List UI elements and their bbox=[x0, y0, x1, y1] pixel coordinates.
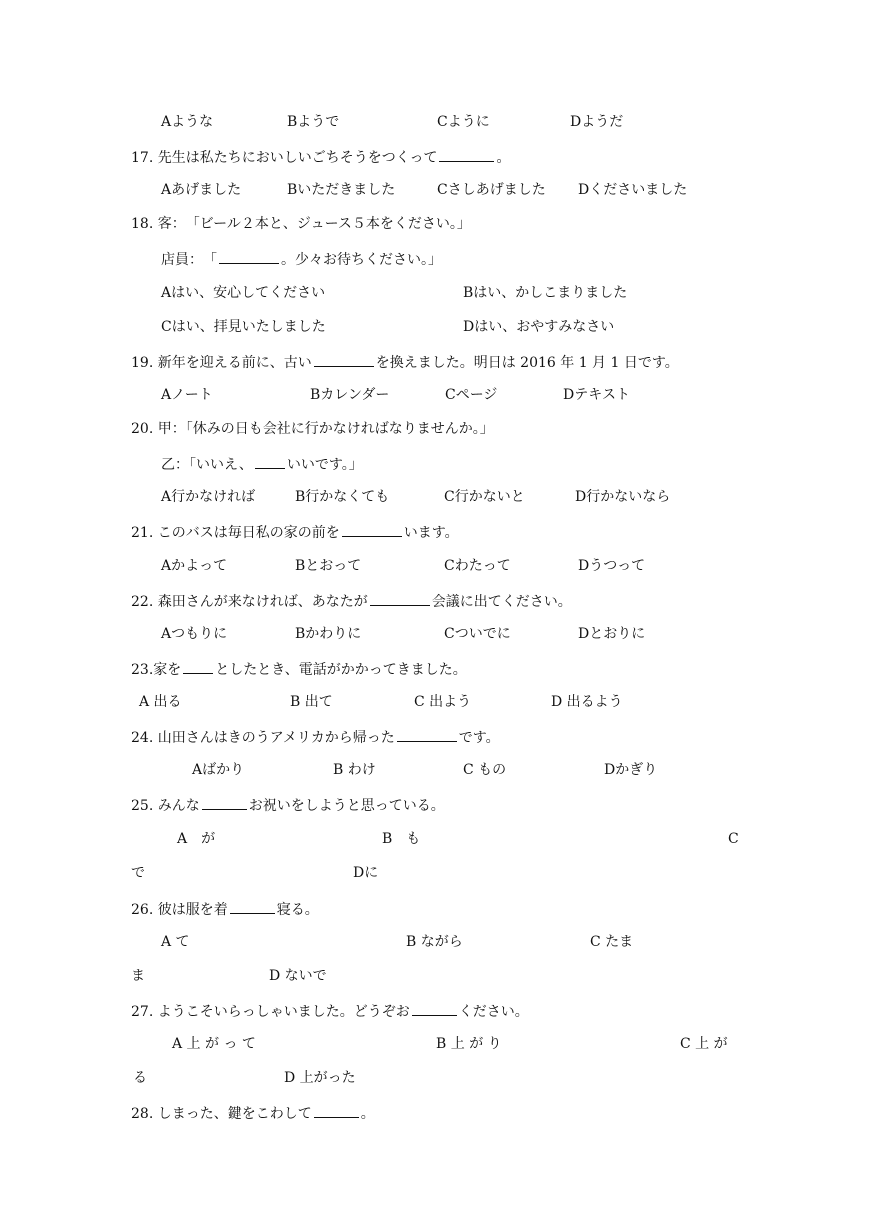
q26-number: 26. bbox=[131, 902, 154, 918]
q26-text-before: 彼は服を着 bbox=[157, 902, 228, 918]
q25-option-a: A が bbox=[177, 831, 216, 847]
q17-blank bbox=[439, 147, 494, 162]
q19-option-a: Aノート bbox=[161, 387, 213, 403]
q18-option-b: Bはい、かしこまりました bbox=[463, 285, 628, 301]
q17-option-d: Dくださいました bbox=[578, 182, 688, 198]
q27-number: 27. bbox=[131, 1004, 154, 1020]
q19-stem bbox=[131, 352, 679, 372]
q25-option-c-text: で bbox=[131, 865, 145, 881]
q25-blank bbox=[202, 795, 247, 810]
q20-line1: 甲：「休みの日も会社に行かなければなりませんか。」 bbox=[157, 421, 494, 437]
q21-option-d: Dうつって bbox=[578, 558, 646, 574]
q25-option-d: Dに bbox=[353, 865, 379, 881]
q23-option-b: B 出て bbox=[290, 694, 333, 710]
q18-option-c: Cはい、拝見いたしました bbox=[161, 319, 326, 335]
q27-option-c: C 上 が bbox=[680, 1036, 728, 1052]
q23-text-before: 家を bbox=[153, 662, 182, 678]
q20-stem bbox=[131, 420, 494, 438]
q25-text-before: みんな bbox=[157, 798, 200, 814]
q28-number: 28. bbox=[131, 1106, 154, 1122]
q19-option-d: Dテキスト bbox=[563, 387, 630, 403]
q17-number: 17. bbox=[131, 150, 154, 166]
q24-option-a: Aばかり bbox=[192, 762, 245, 778]
q28-stem bbox=[131, 1103, 375, 1123]
q16-option-d: Dようだ bbox=[570, 114, 624, 130]
q24-text-after: です。 bbox=[458, 730, 500, 746]
q27-option-c-continued: る bbox=[133, 1070, 147, 1086]
q19-option-c: Cページ bbox=[445, 387, 498, 403]
q26-option-d: D ないで bbox=[269, 968, 327, 984]
q21-text-before: このバスは毎日私の家の前を bbox=[157, 525, 340, 541]
q26-stem bbox=[131, 899, 319, 919]
q20-line2-after: いいです。」 bbox=[286, 457, 363, 473]
q24-blank bbox=[397, 727, 457, 742]
q20-option-d: D行かないなら bbox=[575, 489, 671, 505]
q26-blank bbox=[230, 899, 275, 914]
q16-option-b: Bようで bbox=[287, 114, 340, 130]
q23-blank bbox=[183, 659, 213, 674]
q25-number: 25. bbox=[131, 798, 154, 814]
q18-line2 bbox=[161, 249, 442, 269]
q17-text-before: 先生は私たちにおいしいごちそうをつくって bbox=[157, 150, 438, 166]
q17-stem bbox=[131, 147, 510, 167]
q25-option-c-label: C bbox=[728, 831, 739, 847]
q18-number: 18. bbox=[131, 216, 154, 232]
q17-option-c: Cさしあげました bbox=[437, 182, 546, 198]
q18-line1: 客： 「ビール２本と、ジュース５本をください。」 bbox=[157, 216, 471, 232]
q23-stem bbox=[131, 659, 467, 679]
q22-option-d: Dとおりに bbox=[578, 626, 646, 642]
q22-blank bbox=[370, 591, 430, 606]
q24-option-c: C もの bbox=[463, 762, 507, 778]
q20-option-a: A行かなければ bbox=[161, 489, 256, 505]
q24-option-b: B わけ bbox=[333, 762, 376, 778]
q20-blank bbox=[255, 454, 285, 469]
q27-option-a: A 上 が っ て bbox=[172, 1036, 256, 1052]
q27-option-b: B 上 が り bbox=[436, 1036, 502, 1052]
q25-text-after: お祝いをしようと思っている。 bbox=[248, 798, 445, 814]
q18-line2-after: 。少々お待ちください。」 bbox=[281, 252, 442, 268]
q21-stem bbox=[131, 522, 459, 542]
q21-option-c: Cわたって bbox=[444, 558, 511, 574]
q22-option-a: Aつもりに bbox=[161, 626, 228, 642]
q26-option-c-continued: ま bbox=[131, 968, 145, 984]
q26-option-a: A て bbox=[161, 934, 190, 950]
q22-stem bbox=[131, 591, 572, 611]
q25-option-b: B も bbox=[382, 831, 421, 847]
q27-text-after: ください。 bbox=[458, 1004, 529, 1020]
q19-text-after: を換えました。明日は 2016 年 1 月 1 日です。 bbox=[375, 355, 679, 371]
q24-text-before: 山田さんはきのうアメリカから帰った bbox=[157, 730, 395, 746]
q22-option-c: Cついでに bbox=[444, 626, 511, 642]
q22-text-after: 会議に出てください。 bbox=[431, 594, 572, 610]
q20-line2-before: 乙：「いいえ、 bbox=[161, 457, 253, 473]
q28-blank bbox=[314, 1103, 359, 1118]
q17-option-a: Aあげました bbox=[161, 182, 242, 198]
q27-option-d: D 上がった bbox=[284, 1070, 356, 1086]
q16-option-c: Cように bbox=[437, 114, 490, 130]
q27-text-before: ようこそいらっしゃいました。どうぞお bbox=[157, 1004, 410, 1020]
q27-stem bbox=[131, 1001, 529, 1021]
q23-number: 23. bbox=[131, 662, 154, 678]
q21-number: 21. bbox=[131, 525, 154, 541]
q18-line2-before: 店員： 「 bbox=[161, 252, 217, 268]
q19-text-before: 新年を迎える前に、古い bbox=[157, 355, 312, 371]
q24-number: 24. bbox=[131, 730, 154, 746]
q24-stem bbox=[131, 727, 500, 747]
q23-option-a: A 出る bbox=[139, 694, 182, 710]
q19-number: 19. bbox=[131, 355, 154, 371]
q20-option-b: B行かなくても bbox=[295, 489, 390, 505]
q26-option-b: B ながら bbox=[406, 934, 463, 950]
q19-blank bbox=[314, 352, 374, 367]
q20-line2 bbox=[161, 454, 363, 474]
q22-text-before: 森田さんが来なければ、あなたが bbox=[157, 594, 368, 610]
q27-blank bbox=[412, 1001, 457, 1016]
q17-option-b: Bいただきました bbox=[287, 182, 396, 198]
q21-option-a: Aかよって bbox=[161, 558, 228, 574]
q23-option-d: D 出るよう bbox=[551, 694, 623, 710]
q19-option-b: Bカレンダー bbox=[310, 387, 390, 403]
q20-option-c: C行かないと bbox=[444, 489, 525, 505]
q18-option-d: Dはい、おやすみなさい bbox=[463, 319, 615, 335]
q16-option-a: Aような bbox=[161, 114, 214, 130]
q21-blank bbox=[342, 522, 402, 537]
q22-option-b: Bかわりに bbox=[295, 626, 362, 642]
q17-text-after: 。 bbox=[496, 150, 511, 166]
q20-number: 20. bbox=[131, 421, 154, 437]
q28-text-after: 。 bbox=[360, 1106, 375, 1122]
q28-text-before: しまった、鍵をこわして bbox=[157, 1106, 312, 1122]
q24-option-d: Dかぎり bbox=[604, 762, 658, 778]
q21-option-b: Bとおって bbox=[295, 558, 362, 574]
q26-text-after: 寝る。 bbox=[276, 902, 319, 918]
q18-option-a: Aはい、安心してください bbox=[161, 285, 326, 301]
q18-stem bbox=[131, 215, 471, 233]
q25-stem bbox=[131, 795, 445, 815]
q23-option-c: C 出よう bbox=[414, 694, 472, 710]
q23-text-after: としたとき、電話がかかってきました。 bbox=[215, 662, 467, 678]
q22-number: 22. bbox=[131, 594, 154, 610]
q26-option-c: C たま bbox=[590, 934, 634, 950]
q21-text-after: います。 bbox=[403, 525, 459, 541]
q18-blank bbox=[219, 249, 279, 264]
